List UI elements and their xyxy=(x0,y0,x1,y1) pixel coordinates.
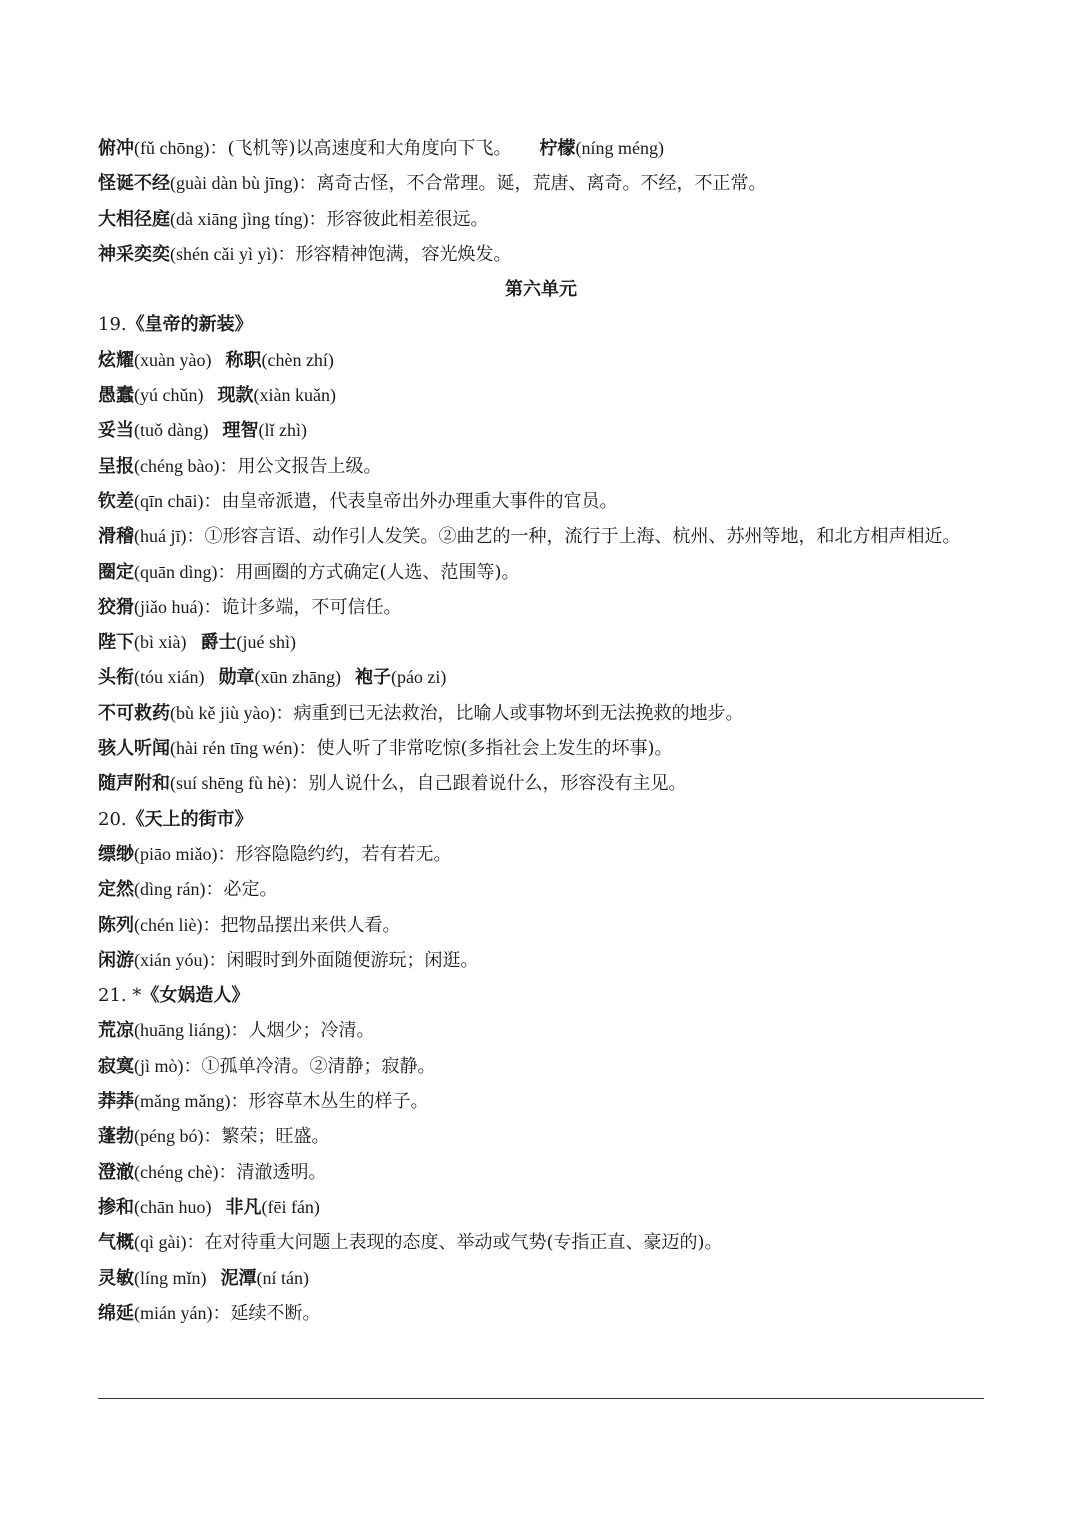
vocab-pinyin: (xiàn kuǎn) xyxy=(253,385,336,406)
lesson-heading xyxy=(98,802,984,837)
vocab-term: 称职 xyxy=(225,349,262,371)
vocab-line xyxy=(98,166,984,201)
vocab-pinyin: (dìng rán) xyxy=(134,879,206,900)
vocab-pinyin: (chèn zhí) xyxy=(261,349,334,370)
vocab-definition: ：把物品摆出来供人看。 xyxy=(202,914,401,936)
vocab-definition: ：人烟少；冷清。 xyxy=(230,1020,375,1042)
vocab-pinyin: (mǎng mǎng) xyxy=(134,1091,231,1112)
vocab-term: 定然 xyxy=(98,879,134,901)
vocab-term: 圈定 xyxy=(98,561,134,583)
vocab-line xyxy=(98,590,984,625)
vocab-line xyxy=(98,1190,984,1225)
vocab-pinyin: (níng méng) xyxy=(575,138,665,158)
vocab-definition: ：(飞机等)以高速度和大角度向下飞。 xyxy=(209,138,512,159)
vocab-line xyxy=(98,131,984,166)
vocab-definition: ：延续不断。 xyxy=(212,1302,321,1324)
vocab-term: 俯冲 xyxy=(98,138,134,159)
vocab-line xyxy=(98,1084,984,1119)
vocab-term: 愚蠢 xyxy=(98,385,134,407)
vocab-pinyin: (péng bó) xyxy=(134,1126,204,1147)
vocab-pinyin: (tóu xián) xyxy=(134,667,205,688)
vocab-line xyxy=(98,343,984,378)
vocab-pinyin: (hài rén tīng wén) xyxy=(170,738,299,759)
vocab-line xyxy=(98,872,984,907)
vocab-pinyin: (ní tán) xyxy=(256,1267,309,1288)
vocab-line xyxy=(98,449,984,484)
vocab-pinyin: (jué shì) xyxy=(236,632,296,653)
vocab-term: 现款 xyxy=(217,385,254,407)
vocab-definition: ：繁荣；旺盛。 xyxy=(203,1126,330,1148)
vocab-definition: ：用公文报告上级。 xyxy=(219,455,382,477)
vocab-pinyin: (yú chǔn) xyxy=(134,385,204,406)
vocab-definition: ：在对待重大问题上表现的态度、举动或气势(专指正直、豪迈的)。 xyxy=(186,1232,723,1254)
vocab-line xyxy=(98,237,984,272)
vocab-definition: ：①形容言语、动作引人发笑。②曲艺的一种，流行于上海、杭州、苏州等地，和北方相声相近。 xyxy=(186,526,961,548)
vocab-term: 头衔 xyxy=(98,667,134,689)
vocab-term: 寂寞 xyxy=(98,1055,134,1077)
vocab-term: 神采奕奕 xyxy=(98,243,170,265)
vocab-pinyin: (quān dìng) xyxy=(134,561,218,582)
vocab-pinyin: (fēi fán) xyxy=(261,1196,320,1217)
vocab-definition: ：离奇古怪，不合常理。诞，荒唐、离奇。不经，不正常。 xyxy=(298,173,767,195)
vocab-term: 灵敏 xyxy=(98,1267,134,1289)
vocab-definition: ：①孤单冷清。②清静；寂静。 xyxy=(183,1055,436,1077)
vocab-line xyxy=(98,484,984,519)
vocab-definition: ：病重到已无法救治，比喻人或事物坏到无法挽救的地步。 xyxy=(275,702,744,724)
lesson-title: 《皇帝的新装》 xyxy=(126,314,253,336)
vocab-pinyin: (guài dàn bù jīng) xyxy=(170,173,299,194)
vocab-term: 呈报 xyxy=(98,455,134,477)
vocab-pinyin: (chén liè) xyxy=(134,914,203,935)
vocab-line xyxy=(98,908,984,943)
vocab-term: 怪诞不经 xyxy=(98,173,170,195)
vocab-definition: ：形容彼此相差很远。 xyxy=(308,208,489,230)
vocab-term: 钦差 xyxy=(98,490,134,512)
vocab-pinyin: (qīn chāi) xyxy=(134,490,204,511)
vocab-line xyxy=(98,766,984,801)
vocab-definition: ：闲暇时到外面随便游玩；闲逛。 xyxy=(208,949,479,971)
lesson-heading xyxy=(98,307,984,342)
vocab-line xyxy=(98,1261,984,1296)
vocab-term: 爵士 xyxy=(200,632,237,654)
vocab-term: 气概 xyxy=(98,1232,134,1254)
lesson-number: 21. * xyxy=(98,985,142,1007)
vocab-pinyin: (páo zi) xyxy=(390,667,447,688)
vocab-pinyin: (xián yóu) xyxy=(134,949,209,970)
vocab-line xyxy=(98,696,984,731)
vocab-pinyin: (huāng liáng) xyxy=(134,1020,231,1041)
vocab-term: 荒凉 xyxy=(98,1020,134,1042)
vocab-definition: ：形容精神饱满，容光焕发。 xyxy=(277,243,512,265)
vocab-pinyin: (chéng bào) xyxy=(134,455,220,476)
vocab-pinyin: (xuàn yào) xyxy=(134,349,212,370)
vocab-pinyin: (piāo miǎo) xyxy=(134,843,218,864)
vocab-pinyin: (qì gài) xyxy=(134,1232,187,1253)
vocab-pinyin: (huá jī) xyxy=(134,526,187,547)
document-page xyxy=(98,131,984,1331)
vocab-definition: ：形容隐隐约约，若有若无。 xyxy=(217,843,452,865)
vocab-pinyin: (fǔ chōng) xyxy=(134,138,210,158)
vocab-definition: ：使人听了非常吃惊(多指社会上发生的坏事)。 xyxy=(298,738,673,760)
lesson-title: 《天上的街市》 xyxy=(126,808,253,830)
vocab-pinyin: (dà xiāng jìng tíng) xyxy=(170,208,309,229)
vocab-pinyin: (jiǎo huá) xyxy=(134,596,204,617)
vocab-definition: ：形容草木丛生的样子。 xyxy=(230,1091,429,1113)
lesson-number: 20. xyxy=(98,808,127,830)
vocab-line xyxy=(98,413,984,448)
vocab-term: 狡猾 xyxy=(98,596,134,618)
vocab-pinyin: (xūn zhāng) xyxy=(254,667,341,688)
vocab-line xyxy=(98,555,984,590)
vocab-line xyxy=(98,1049,984,1084)
vocab-line xyxy=(98,625,984,660)
vocab-term: 掺和 xyxy=(98,1196,134,1218)
vocab-term: 澄澈 xyxy=(98,1161,134,1183)
lesson-title: 《女娲造人》 xyxy=(141,985,250,1007)
vocab-line xyxy=(98,660,984,695)
vocab-line xyxy=(98,1119,984,1154)
vocab-term: 理智 xyxy=(222,420,259,442)
vocab-pinyin: (bì xià) xyxy=(134,632,187,653)
vocab-definition: ：诡计多端，不可信任。 xyxy=(203,596,402,618)
vocab-term: 不可救药 xyxy=(98,702,170,724)
vocab-term: 大相径庭 xyxy=(98,208,170,230)
lesson-heading xyxy=(98,978,984,1013)
vocab-definition: ：用画圈的方式确定(人选、范围等)。 xyxy=(217,561,520,583)
vocab-term: 绵延 xyxy=(98,1302,134,1324)
vocab-pinyin: (líng mǐn) xyxy=(134,1267,207,1288)
vocab-line xyxy=(98,731,984,766)
vocab-term: 陛下 xyxy=(98,632,134,654)
vocab-term: 随声附和 xyxy=(98,773,170,795)
footer-divider xyxy=(98,1398,984,1399)
vocab-term: 勋章 xyxy=(218,667,255,689)
vocab-line xyxy=(98,378,984,413)
vocab-pinyin: (lǐ zhì) xyxy=(258,420,307,441)
vocab-definition: ：由皇帝派遣，代表皇帝出外办理重大事件的官员。 xyxy=(203,490,618,512)
lesson-number: 19. xyxy=(98,314,127,336)
vocab-term: 非凡 xyxy=(225,1196,262,1218)
vocab-pinyin: (chéng chè) xyxy=(134,1161,219,1182)
vocab-pinyin: (bù kě jiù yào) xyxy=(170,702,276,723)
vocab-line xyxy=(98,519,984,554)
vocab-term: 泥潭 xyxy=(220,1267,257,1289)
vocab-line xyxy=(98,1225,984,1260)
vocab-line xyxy=(98,1155,984,1190)
vocab-definition: ：必定。 xyxy=(205,879,278,901)
vocab-pinyin: (tuǒ dàng) xyxy=(134,420,209,441)
vocab-term: 柠檬 xyxy=(539,138,576,159)
vocab-term: 蓬勃 xyxy=(98,1126,134,1148)
vocab-term: 袍子 xyxy=(354,667,391,689)
vocab-pinyin: (jì mò) xyxy=(134,1055,184,1076)
vocab-pinyin: (shén cǎi yì yì) xyxy=(170,243,278,264)
vocab-line xyxy=(98,1296,984,1331)
vocab-line xyxy=(98,202,984,237)
vocab-line xyxy=(98,837,984,872)
vocab-term: 闲游 xyxy=(98,949,134,971)
vocab-definition: ：别人说什么，自己跟着说什么，形容没有主见。 xyxy=(290,773,687,795)
vocab-line xyxy=(98,1013,984,1048)
vocab-pinyin: (chān huo) xyxy=(134,1196,212,1217)
vocab-term: 缥缈 xyxy=(98,843,134,865)
vocab-term: 妥当 xyxy=(98,420,134,442)
vocab-pinyin: (suí shēng fù hè) xyxy=(170,773,291,794)
vocab-term: 骇人听闻 xyxy=(98,738,170,760)
vocab-definition: ：清澈透明。 xyxy=(218,1161,327,1183)
vocab-term: 滑稽 xyxy=(98,526,134,548)
vocab-term: 陈列 xyxy=(98,914,134,936)
vocab-line xyxy=(98,943,984,978)
unit-heading: 第六单元 xyxy=(505,279,577,301)
vocab-term: 炫耀 xyxy=(98,349,134,371)
vocab-term: 莽莽 xyxy=(98,1091,134,1113)
vocab-pinyin: (mián yán) xyxy=(134,1302,213,1323)
